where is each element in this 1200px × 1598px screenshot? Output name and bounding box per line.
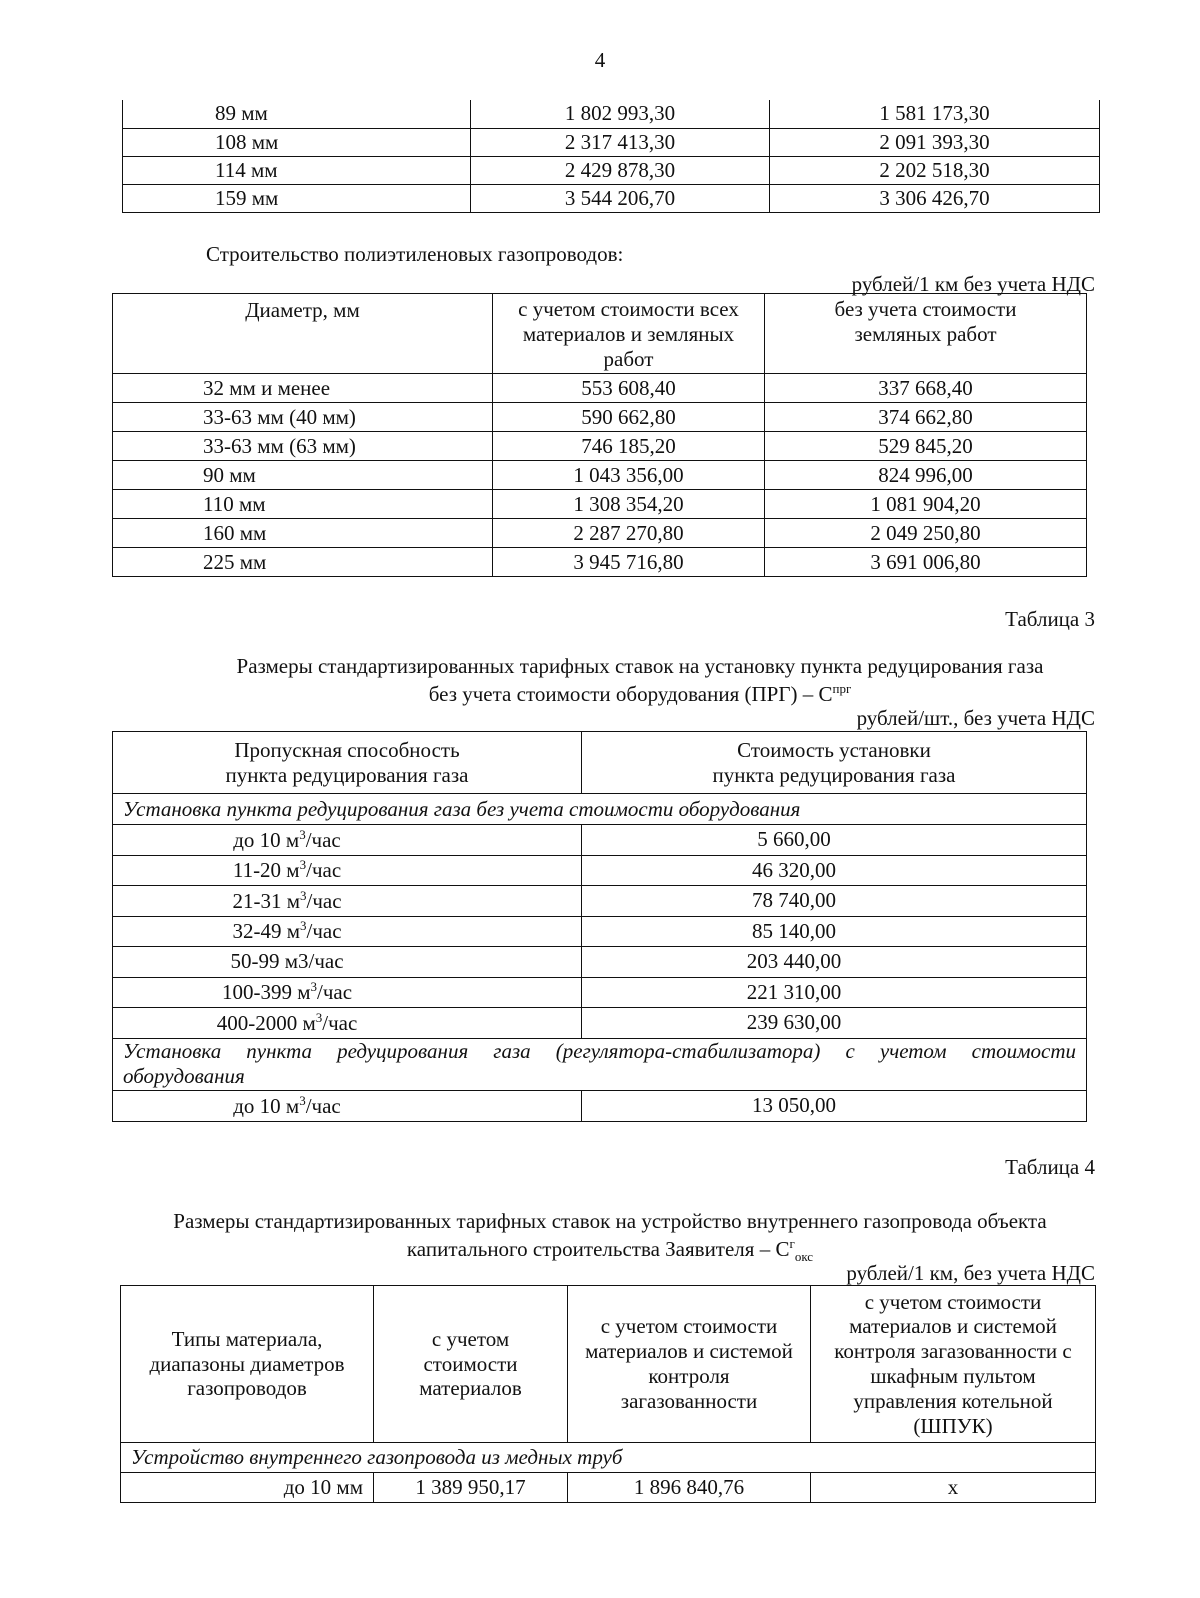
table-row: [113, 1008, 1087, 1039]
table-row: [113, 977, 1087, 1008]
table4-cell-shpuk: х: [811, 1473, 1096, 1503]
steel-table-continued: [122, 100, 1100, 213]
poly-cell-diameter: 33-63 мм (63 мм): [113, 432, 493, 461]
poly-cell-without-earthworks: 529 845,20: [765, 432, 1087, 461]
table3-header-capacity: Пропускная способность пункта редуцирования газа: [113, 732, 582, 794]
table-row: [113, 916, 1087, 947]
table-row: [113, 548, 1087, 577]
poly-cell-with-earthworks: 2 287 270,80: [493, 519, 765, 548]
table4-cell-diameter: до 10 мм: [121, 1473, 374, 1503]
table3-section-2: [113, 1038, 1087, 1090]
table-row: [113, 432, 1087, 461]
poly-cell-diameter: 90 мм: [113, 461, 493, 490]
steel-cell-without-earthworks: 3 306 426,70: [770, 184, 1100, 212]
table3-unit: рублей/шт., без учета НДС: [856, 706, 1095, 730]
poly-header-without-earthworks: без учета стоимости земляных работ: [765, 294, 1087, 374]
table4-header-material: Типы материала, диапазоны диаметров газопроводов: [121, 1286, 374, 1443]
table3-title-line2: без учета стоимости оборудования $(ПРГ) - С^{прг}$: [428, 681, 852, 706]
poly-heading: Строительство полиэтиленовых газопроводов:: [206, 242, 624, 266]
steel-cell-diameter: 159 мм: [123, 184, 471, 212]
poly-header-diameter: Диаметр, мм: [113, 294, 493, 374]
t3-cell-cost: 5 660,00: [582, 825, 1087, 856]
table3-title-sup: прг: [832, 681, 852, 696]
table-row: [123, 100, 1100, 128]
poly-cell-diameter: 33-63 мм (40 мм): [113, 403, 493, 432]
table-row: [113, 403, 1087, 432]
table3-section-1: Установка пункта редуцирования газа без учета стоимости оборудования: [113, 794, 1087, 825]
t3-cell-capacity: 50-99 м3/час: [113, 947, 582, 978]
table-row: [113, 825, 1087, 856]
table4-title-line1: Размеры стандартизированных тарифных ставок на устройство внутреннего газопровода объекта: [173, 1209, 1047, 1233]
table-row: [113, 519, 1087, 548]
table4-label: Таблица 4: [1005, 1155, 1095, 1179]
table-row: [123, 156, 1100, 184]
table3: [112, 731, 1087, 1122]
steel-cell-diameter: 114 мм: [123, 156, 471, 184]
poly-cell-with-earthworks: 1 043 356,00: [493, 461, 765, 490]
table4-header-gas-control: с учетом стоимости материалов и системой контроля загазованности: [568, 1286, 811, 1443]
table4-cell-gas-control: 1 896 840,76: [568, 1473, 811, 1503]
table-row: [113, 855, 1087, 886]
table-row: [113, 947, 1087, 978]
poly-cell-without-earthworks: 824 996,00: [765, 461, 1087, 490]
steel-cell-with-materials: 1 802 993,30: [471, 100, 770, 128]
table-row: [113, 490, 1087, 519]
table4-header-materials: с учетом стоимости материалов: [374, 1286, 568, 1443]
poly-cell-diameter: 160 мм: [113, 519, 493, 548]
poly-cell-without-earthworks: 1 081 904,20: [765, 490, 1087, 519]
poly-cell-without-earthworks: 3 691 006,80: [765, 548, 1087, 577]
poly-cell-diameter: 225 мм: [113, 548, 493, 577]
poly-cell-without-earthworks: 374 662,80: [765, 403, 1087, 432]
t3-cell-capacity: 400-2000 $м^3$/час: [113, 1008, 582, 1039]
table4-section: Устройство внутреннего газопровода из медных труб: [121, 1443, 1096, 1473]
steel-cell-diameter: 89 мм: [123, 100, 471, 128]
poly-cell-without-earthworks: 337 668,40: [765, 374, 1087, 403]
t3-cell-capacity: 100-399 $м^3$/час: [113, 977, 582, 1008]
poly-header-with-earthworks: с учетом стоимости всех материалов и земляных работ: [493, 294, 765, 374]
table4-header-shpuk: с учетом стоимости материалов и системой контроля загазованности с шкафным пультом управления котельной (ШПУК): [811, 1286, 1096, 1443]
poly-cell-diameter: 32 мм и менее: [113, 374, 493, 403]
table4-title-line2: капитального строительства Заявителя – $С^г_{окс}$: [406, 1236, 814, 1265]
table-row: [113, 461, 1087, 490]
poly-cell-with-earthworks: 746 185,20: [493, 432, 765, 461]
table3-section-2-line2: оборудования: [123, 1064, 245, 1088]
t3-cell-capacity: 21-31 $м^3$/час: [113, 886, 582, 917]
t3-cell-cost: 46 320,00: [582, 855, 1087, 886]
steel-cell-with-materials: 2 429 878,30: [471, 156, 770, 184]
t3-cell-capacity: до 10 $м^3$/час: [113, 825, 582, 856]
poly-cell-with-earthworks: 1 308 354,20: [493, 490, 765, 519]
poly-cell-with-earthworks: 553 608,40: [493, 374, 765, 403]
steel-cell-without-earthworks: 1 581 173,30: [770, 100, 1100, 128]
poly-unit: рублей/1 км без учета НДС: [851, 272, 1095, 296]
t3-cell-cost: 13 050,00: [582, 1090, 1087, 1121]
steel-cell-with-materials: 2 317 413,30: [471, 128, 770, 156]
steel-cell-without-earthworks: 2 091 393,30: [770, 128, 1100, 156]
poly-cell-without-earthworks: 2 049 250,80: [765, 519, 1087, 548]
table3-header-cost: Стоимость установки пункта редуцирования газа: [582, 732, 1087, 794]
table3-title-line1: Размеры стандартизированных тарифных ставок на установку пункта редуцирования газа: [236, 654, 1044, 678]
t3-cell-cost: 78 740,00: [582, 886, 1087, 917]
table4-cell-materials: 1 389 950,17: [374, 1473, 568, 1503]
poly-cell-diameter: 110 мм: [113, 490, 493, 519]
table3-section-2-line1: Установка пункта редуцирования газа (регулятора-стабилизатора) с учетом стоимости: [123, 1039, 1076, 1064]
poly-table: [112, 293, 1087, 577]
t3-cell-cost: 221 310,00: [582, 977, 1087, 1008]
t3-cell-capacity: 11-20 $м^3$/час: [113, 855, 582, 886]
t3-cell-cost: 239 630,00: [582, 1008, 1087, 1039]
table4-unit: рублей/1 км, без учета НДС: [846, 1261, 1095, 1285]
page-number: 4: [594, 48, 606, 72]
steel-cell-diameter: 108 мм: [123, 128, 471, 156]
table-row: [113, 1090, 1087, 1121]
t3-cell-cost: 85 140,00: [582, 916, 1087, 947]
steel-cell-without-earthworks: 2 202 518,30: [770, 156, 1100, 184]
t3-cell-capacity: до 10 $м^3$/час: [113, 1090, 582, 1121]
poly-cell-with-earthworks: 3 945 716,80: [493, 548, 765, 577]
table-row: [123, 184, 1100, 212]
poly-cell-with-earthworks: 590 662,80: [493, 403, 765, 432]
t3-cell-capacity: 32-49 $м^3$/час: [113, 916, 582, 947]
table-row: [113, 886, 1087, 917]
t3-cell-cost: 203 440,00: [582, 947, 1087, 978]
steel-cell-with-materials: 3 544 206,70: [471, 184, 770, 212]
table4: [120, 1285, 1096, 1503]
table-row: [113, 374, 1087, 403]
table-row: [123, 128, 1100, 156]
table3-label: Таблица 3: [1005, 607, 1095, 631]
